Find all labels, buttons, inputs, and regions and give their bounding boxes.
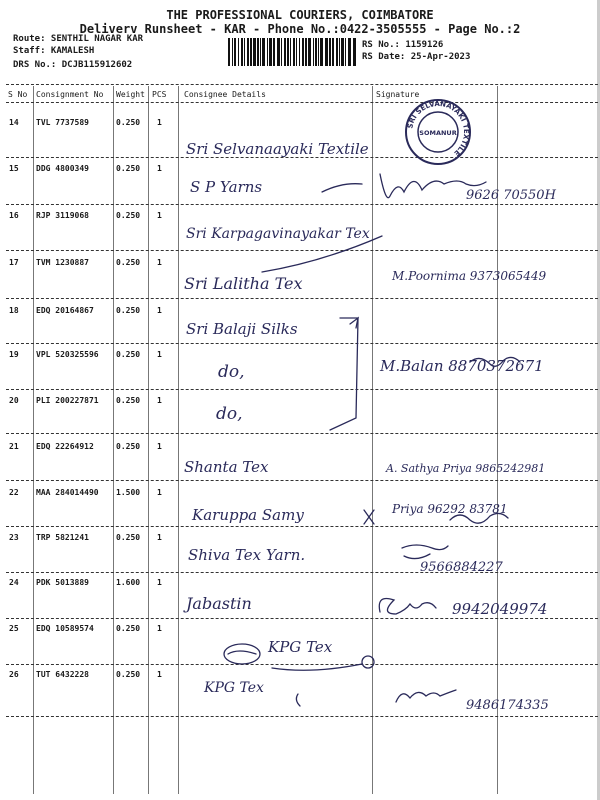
row-consignee: Shanta Tex [184, 458, 269, 476]
barcode-bar [339, 38, 340, 66]
barcode-bar [348, 38, 351, 66]
row-weight: 0.250 [116, 624, 141, 633]
route-label: Route: SENTHIL NAGAR KAR [13, 34, 144, 44]
barcode-bar [257, 38, 259, 66]
row-weight: 1.500 [116, 488, 141, 497]
row-pcs: 1 [157, 396, 162, 405]
row-sno: 21 [9, 442, 19, 451]
row-sno: 22 [9, 488, 19, 497]
row-divider [6, 716, 598, 717]
row-consignment: TVL 7737589 [36, 118, 89, 127]
row-consignment: MAA 284014490 [36, 488, 99, 497]
row-divider [6, 618, 598, 619]
row-divider [6, 572, 598, 573]
drs-number: DRS No.: DCJB115912602 [13, 60, 133, 70]
barcode-bar [353, 38, 356, 66]
row-consignment: VPL 520325596 [36, 350, 99, 359]
row-consignee: Karuppa Samy [192, 506, 304, 524]
row-weight: 0.250 [116, 396, 141, 405]
row-weight: 0.250 [116, 118, 141, 127]
row-consignee: Sri Lalitha Tex [184, 274, 303, 293]
barcode-bar [329, 38, 331, 66]
column-rule [113, 86, 114, 794]
column-header-consignment: Consignment No [36, 90, 104, 99]
barcode-bar [269, 38, 272, 66]
barcode-bar [332, 38, 334, 66]
row-pcs: 1 [157, 533, 162, 542]
row-sno: 26 [9, 670, 19, 679]
row-weight: 0.250 [116, 442, 141, 451]
row-weight: 1.600 [116, 578, 141, 587]
barcode-bar [262, 38, 265, 66]
barcode-bar [293, 38, 295, 66]
row-consignment: DDG 4800349 [36, 164, 89, 173]
barcode-bar [260, 38, 261, 66]
barcode-bar [299, 38, 300, 66]
barcode-bar [325, 38, 328, 66]
row-divider [6, 480, 598, 481]
row-divider [6, 343, 598, 344]
barcode-bar [273, 38, 275, 66]
row-weight: 0.250 [116, 533, 141, 542]
row-pcs: 1 [157, 624, 162, 633]
barcode-bar [315, 38, 317, 66]
barcode-bar [287, 38, 289, 66]
barcode-bar [308, 38, 311, 66]
row-sno: 16 [9, 211, 19, 220]
row-pcs: 1 [157, 350, 162, 359]
row-divider [6, 526, 598, 527]
barcode-bar [244, 38, 245, 66]
row-sno: 18 [9, 306, 19, 315]
row-consignment: EDQ 10589574 [36, 624, 94, 633]
barcode-bar [318, 38, 319, 66]
row-signature: 9942049974 [452, 600, 548, 618]
barcode-bar [313, 38, 314, 66]
row-consignee: S P Yarns [190, 178, 263, 196]
row-pcs: 1 [157, 670, 162, 679]
row-signature: M.Balan 8870372671 [380, 357, 544, 375]
company-seal-stamp [404, 98, 472, 166]
row-sno: 14 [9, 118, 19, 127]
row-consignee: Shiva Tex Yarn. [188, 546, 306, 564]
row-sno: 24 [9, 578, 19, 587]
rs-number: RS No.: 1159126 [362, 40, 444, 50]
row-signature: 9486174335 [466, 698, 549, 713]
staff-label: Staff: KAMALESH [13, 46, 95, 56]
barcode-bar [302, 38, 304, 66]
barcode-bar [284, 38, 286, 66]
row-pcs: 1 [157, 258, 162, 267]
seal-center-text: SOMANUR [419, 129, 457, 137]
row-weight: 0.250 [116, 258, 141, 267]
barcode-bar [232, 38, 233, 66]
column-rule [178, 86, 179, 794]
row-signature: A. Sathya Priya 9865242981 [386, 462, 546, 475]
barcode-image [228, 38, 356, 66]
row-consignee: Jabastin [186, 594, 252, 613]
row-consignment: PDK 5013889 [36, 578, 89, 587]
row-divider [6, 298, 598, 299]
row-weight: 0.250 [116, 350, 141, 359]
row-pcs: 1 [157, 164, 162, 173]
column-rule [33, 86, 34, 794]
row-pcs: 1 [157, 211, 162, 220]
row-sno: 20 [9, 396, 19, 405]
row-consignee: KPG Tex [204, 680, 264, 696]
header-bottom-rule [6, 102, 598, 103]
runsheet-subtitle: Deliverv Runsheet - KAR - Phone No.:0422-3505555 - Page No.:2 [79, 22, 521, 36]
row-consignee: Sri Selvanaayaki Textile [186, 140, 369, 158]
row-pcs: 1 [157, 578, 162, 587]
barcode-bar [277, 38, 280, 66]
row-signature: 9626 70550H [466, 188, 556, 203]
row-consignee: Sri Karpagavinayakar Tex [186, 226, 370, 242]
row-divider [6, 250, 598, 251]
barcode-bar [345, 38, 346, 66]
barcode-bar [296, 38, 297, 66]
row-weight: 0.250 [116, 211, 141, 220]
header-top-rule [6, 84, 598, 85]
column-header-sno: S No [8, 90, 28, 99]
barcode-bar [290, 38, 291, 66]
rs-date: RS Date: 25-Apr-2023 [362, 52, 471, 62]
row-weight: 0.250 [116, 306, 141, 315]
runsheet-title: THE PROFESSIONAL COURIERS, COIMBATORE [166, 8, 434, 22]
row-divider [6, 433, 598, 434]
column-rule [148, 86, 149, 794]
barcode-bar [320, 38, 323, 66]
column-header-signature: Signature [376, 90, 420, 99]
row-weight: 0.250 [116, 670, 141, 679]
row-sno: 25 [9, 624, 19, 633]
barcode-bar [250, 38, 252, 66]
barcode-bar [305, 38, 307, 66]
row-sno: 17 [9, 258, 19, 267]
row-divider [6, 157, 598, 158]
row-consignee: do, [216, 404, 243, 424]
row-pcs: 1 [157, 118, 162, 127]
row-sno: 15 [9, 164, 19, 173]
barcode-bar [234, 38, 236, 66]
column-rule [372, 86, 373, 794]
row-consignment: TRP 5821241 [36, 533, 89, 542]
row-divider [6, 204, 598, 205]
row-pcs: 1 [157, 306, 162, 315]
barcode-bar [281, 38, 282, 66]
row-consignment: TUT 6432228 [36, 670, 89, 679]
column-header-pcs: PCS [152, 90, 167, 99]
row-signature: Priya 96292 83781 [392, 502, 508, 516]
barcode-bar [253, 38, 256, 66]
row-consignment: RJP 3119068 [36, 211, 89, 220]
row-divider [6, 664, 598, 665]
barcode-bar [241, 38, 243, 66]
row-weight: 0.250 [116, 164, 141, 173]
column-header-weight: Weight [116, 90, 145, 99]
column-header-consignee: Consignee Details [184, 90, 266, 99]
barcode-bar [341, 38, 344, 66]
barcode-bar [228, 38, 230, 66]
row-signature: M.Poornima 9373065449 [392, 269, 547, 283]
row-pcs: 1 [157, 442, 162, 451]
row-consignment: PLI 200227871 [36, 396, 99, 405]
row-consignment: EDQ 22264912 [36, 442, 94, 451]
row-signature: 9566884227 [420, 560, 503, 575]
row-consignee: do, [218, 362, 245, 382]
barcode-bar [247, 38, 249, 66]
row-sno: 19 [9, 350, 19, 359]
row-consignee: KPG Tex [268, 638, 333, 656]
barcode-bar [267, 38, 268, 66]
row-consignee: Sri Balaji Silks [186, 320, 298, 338]
row-consignment: EDQ 20164867 [36, 306, 94, 315]
row-pcs: 1 [157, 488, 162, 497]
row-consignment: TVM 1230887 [36, 258, 89, 267]
row-divider [6, 389, 598, 390]
barcode-bar [238, 38, 239, 66]
row-sno: 23 [9, 533, 19, 542]
seal-ring-text: SRI SELVANAYAKI TEXTILE [406, 99, 471, 158]
barcode-bar [336, 38, 338, 66]
